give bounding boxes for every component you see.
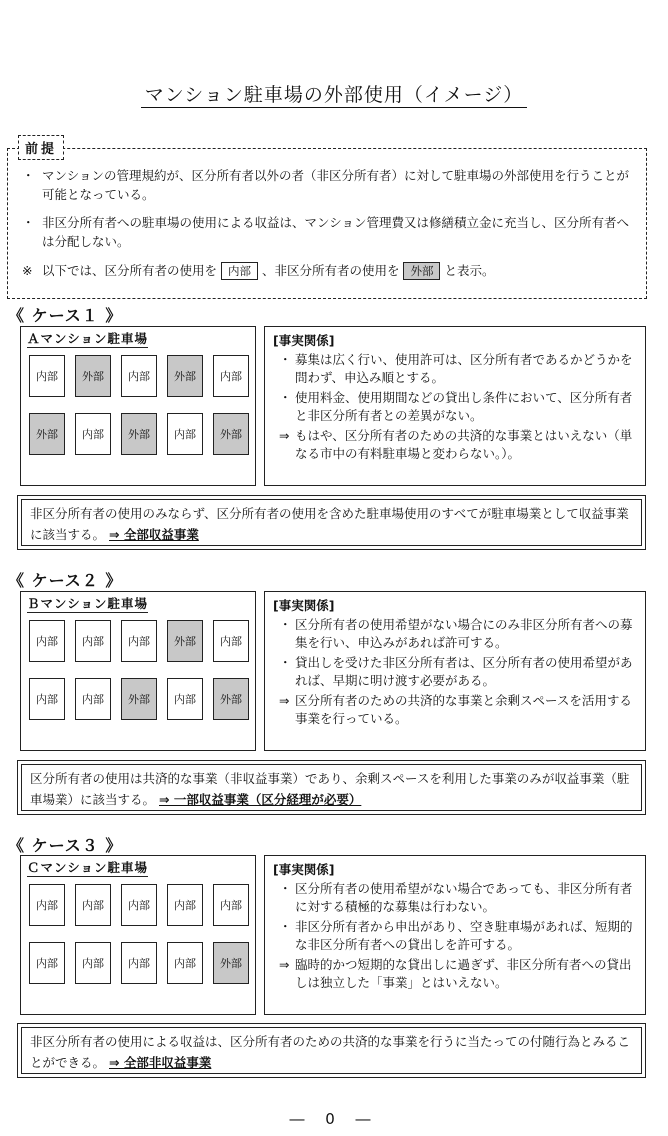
parking-space: 内部 [29, 678, 65, 720]
parking-space: 内部 [75, 942, 111, 984]
case-1-facts-title: [事実関係] [273, 333, 335, 348]
parking-space: 内部 [75, 678, 111, 720]
tag-outside: 外部 [403, 262, 440, 280]
case-3-facts-title: [事実関係] [273, 862, 335, 877]
parking-space: 内部 [213, 355, 249, 397]
parking-space: 外部 [213, 413, 249, 455]
parking-space: 内部 [121, 884, 157, 926]
case-1-fact-1: ・ 募集は広く行い、使用許可は、区分所有者であるかどうかを問わず、申込み順とする。 [279, 352, 633, 385]
parking-space: 外部 [29, 413, 65, 455]
premise-bullet-1: ・ マンションの管理規約が、区分所有者以外の者（非区分所有者）に対して駐車場の外部使用を行うことが可能となっている。 [22, 168, 629, 202]
case-3-conclusion: 非区分所有者の使用による収益は、区分所有者のための共済的な事業を行うに当たっての付随行為とみることができる。 ⇒ 全部非収益事業 [17, 1023, 646, 1078]
case-2-fact-1: ・ 区分所有者の使用希望がない場合にのみ非区分所有者への募集を行い、申込みがあれば許可する。 [279, 617, 633, 650]
premise-label: 前提 [18, 135, 64, 160]
premise-box [7, 142, 647, 299]
parking-space: 外部 [213, 942, 249, 984]
case-2-result: ⇒ 一部収益事業（区分経理が必要） [159, 792, 362, 807]
case-3-fact-1: ・ 区分所有者の使用希望がない場合であっても、非区分所有者に対する積極的な募集は行わない。 [279, 881, 633, 914]
parking-space: 外部 [213, 678, 249, 720]
parking-space: 外部 [167, 355, 203, 397]
case-2-fact-3: ⇒ 区分所有者のための共済的な事業と余剰スペースを活用する事業を行っている。 [279, 693, 632, 726]
parking-space: 内部 [29, 355, 65, 397]
parking-space: 内部 [167, 413, 203, 455]
case-2-fact-2: ・ 貸出しを受けた非区分所有者は、区分所有者の使用希望があれば、早期に明け渡す必要がある。 [279, 655, 633, 688]
case-2-lot-title: Ｂマンション駐車場 [27, 596, 148, 611]
case-3-heading: 《 ケース３ 》 [8, 836, 123, 855]
page-number: ― 0 ― [289, 1110, 379, 1128]
case-1-fact-3: ⇒ もはや、区分所有者のための共済的な事業とはいえない（単なる市中の有料駐車場と変わらない。）。 [279, 428, 633, 461]
case-1-facts [264, 326, 646, 486]
case-2-parking-lot [20, 591, 256, 751]
case-3-lot-title: Ｃマンション駐車場 [27, 860, 148, 875]
premise-bullet-2: ・ 非区分所有者への駐車場の使用による収益は、マンション管理費又は修繕積立金に充当し、区分所有者へは分配しない。 [22, 215, 629, 249]
parking-space: 内部 [213, 620, 249, 662]
premise-note: ※ 以下では、区分所有者の使用を 内部 、非区分所有者の使用を 外部 と表示。 [22, 263, 495, 278]
parking-space: 内部 [121, 355, 157, 397]
case-1-result: ⇒ 全部収益事業 [109, 527, 199, 542]
parking-space: 内部 [121, 942, 157, 984]
parking-space: 内部 [121, 620, 157, 662]
case-2-facts [264, 591, 646, 751]
case-1-lot-title: Ａマンション駐車場 [27, 331, 148, 346]
case-1-conclusion: 非区分所有者の使用のみならず、区分所有者の使用を含めた駐車場使用のすべてが駐車場業として収益事業に該当する。 ⇒ 全部収益事業 [17, 495, 646, 550]
case-2-facts-title: [事実関係] [273, 598, 335, 613]
case-3-fact-3: ⇒ 臨時的かつ短期的な貸出しに過ぎず、非区分所有者への貸出しは独立した「事業」とはいえない。 [279, 957, 632, 990]
parking-space: 内部 [75, 620, 111, 662]
parking-space: 外部 [121, 413, 157, 455]
parking-space: 外部 [121, 678, 157, 720]
parking-space: 外部 [75, 355, 111, 397]
parking-space: 内部 [213, 884, 249, 926]
case-3-result: ⇒ 全部非収益事業 [109, 1055, 212, 1070]
parking-space: 内部 [29, 942, 65, 984]
parking-space: 内部 [167, 678, 203, 720]
parking-space: 内部 [167, 942, 203, 984]
case-1-heading: 《 ケース１ 》 [8, 306, 123, 325]
parking-space: 内部 [75, 884, 111, 926]
document-title: マンション駐車場の外部使用（イメージ） [0, 80, 668, 107]
parking-space: 内部 [29, 884, 65, 926]
parking-space: 内部 [75, 413, 111, 455]
case-1-parking-lot [20, 326, 256, 486]
case-3-facts [264, 855, 646, 1015]
case-3-fact-2: ・ 非区分所有者から申出があり、空き駐車場があれば、短期的な非区分所有者への貸出しを許可する。 [279, 919, 633, 952]
parking-space: 内部 [29, 620, 65, 662]
parking-space: 外部 [167, 620, 203, 662]
case-1-fact-2: ・ 使用料金、使用期間などの貸出し条件において、区分所有者と非区分所有者との差異がない。 [279, 390, 633, 423]
case-2-heading: 《 ケース２ 》 [8, 571, 123, 590]
parking-space: 内部 [167, 884, 203, 926]
tag-inside: 内部 [221, 262, 258, 280]
case-3-parking-lot [20, 855, 256, 1015]
case-2-conclusion: 区分所有者の使用は共済的な事業（非収益事業）であり、余剰スペースを利用した事業のみが収益事業（駐車場業）に該当する。 ⇒ 一部収益事業（区分経理が必要） [17, 760, 646, 815]
